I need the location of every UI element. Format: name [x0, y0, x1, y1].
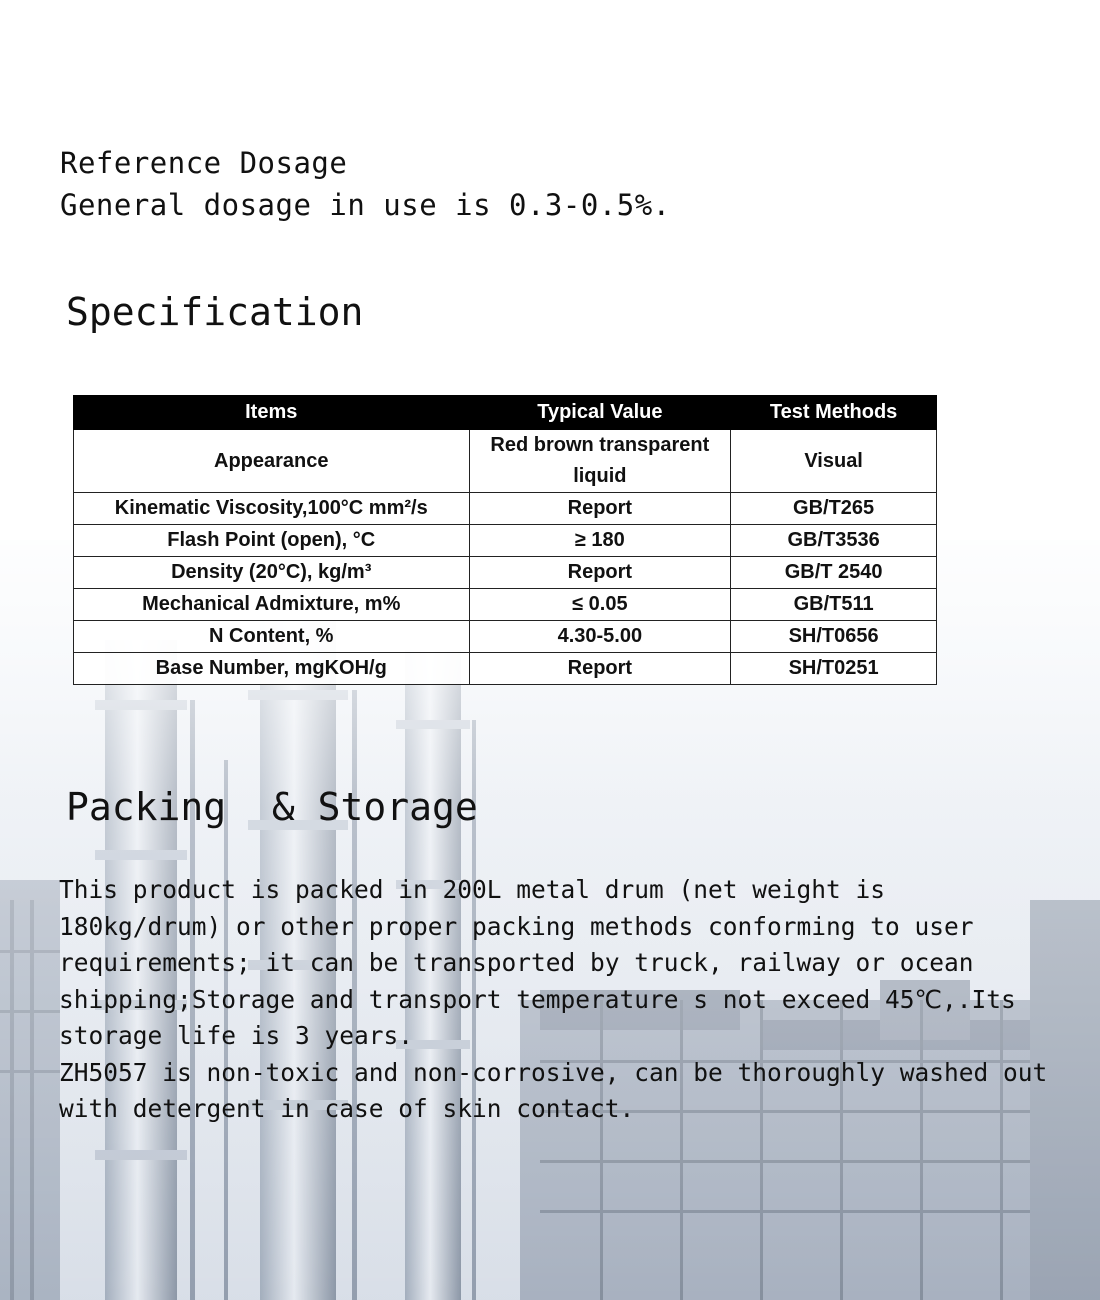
item-cell: Mechanical Admixture, m%: [74, 589, 470, 621]
packing-paragraph: This product is packed in 200L metal drum (net weight is 180kg/drum) or other proper packing methods conforming to user requirements; it can be transported by truck, railway or ocean shipping;Storage and transport temperature s not exceed 45℃,.Its storage life is 3 years.: [59, 875, 1016, 1050]
method-cell: GB/T3536: [731, 525, 937, 557]
method-cell: GB/T511: [731, 589, 937, 621]
value-cell: 4.30-5.00: [469, 621, 731, 653]
specification-title: Specification: [66, 290, 364, 334]
header-items: Items: [74, 396, 470, 430]
value-cell: Red brown transparent liquid: [469, 430, 731, 493]
reference-dosage-heading: Reference Dosage: [60, 146, 348, 180]
packing-storage-title: Packing & Storage: [66, 785, 478, 829]
item-cell: Appearance: [74, 430, 470, 493]
table-row: [74, 653, 937, 685]
item-cell: Kinematic Viscosity,100°C mm²/s: [74, 493, 470, 525]
table-row: [74, 525, 937, 557]
method-cell: Visual: [731, 430, 937, 493]
value-cell: Report: [469, 653, 731, 685]
value-cell: ≥ 180: [469, 525, 731, 557]
table-row: [74, 493, 937, 525]
table-row: [74, 589, 937, 621]
item-cell: Density (20°C), kg/m³: [74, 557, 470, 589]
item-cell: N Content, %: [74, 621, 470, 653]
item-cell: Base Number, mgKOH/g: [74, 653, 470, 685]
table-row: [74, 430, 937, 493]
packing-storage-text: [59, 872, 1049, 1128]
method-cell: SH/T0251: [731, 653, 937, 685]
table-header-row: [74, 396, 937, 430]
value-cell: ≤ 0.05: [469, 589, 731, 621]
method-cell: GB/T 2540: [731, 557, 937, 589]
reference-dosage-text: General dosage in use is 0.3-0.5%.: [60, 188, 671, 222]
item-cell: Flash Point (open), °C: [74, 525, 470, 557]
method-cell: GB/T265: [731, 493, 937, 525]
safety-paragraph: ZH5057 is non-toxic and non-corrosive, can be thoroughly washed out with detergent in case of skin contact.: [59, 1057, 1048, 1123]
specification-table: [73, 395, 937, 685]
header-test-methods: Test Methods: [731, 396, 937, 430]
table-row: [74, 621, 937, 653]
header-typical-value: Typical Value: [469, 396, 731, 430]
value-cell: Report: [469, 557, 731, 589]
value-cell: Report: [469, 493, 731, 525]
method-cell: SH/T0656: [731, 621, 937, 653]
table-row: [74, 557, 937, 589]
